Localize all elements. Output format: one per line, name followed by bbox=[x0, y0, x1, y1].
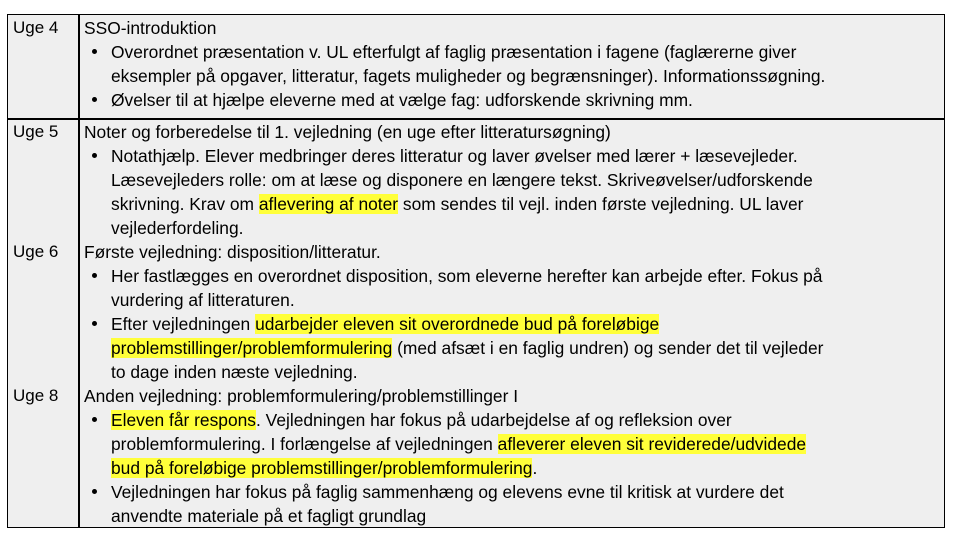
highlighted-text: udarbejder eleven sit overordnede bud på foreløbige bbox=[255, 314, 660, 334]
week-5-bullet-1-line-4: vejlederfordeling. bbox=[111, 218, 244, 238]
bullet-icon bbox=[92, 417, 97, 422]
week-4-bullet-1-line-1: Overordnet præsentation v. UL efterfulgt af faglig præsentation i fagene (faglærerne giver bbox=[111, 42, 797, 62]
week-6-title: Første vejledning: disposition/litteratur. bbox=[84, 242, 381, 262]
bullet-icon bbox=[92, 489, 97, 494]
week-6-bullet-1-line-2: vurdering af litteraturen. bbox=[111, 290, 295, 310]
week-6-bullet-2-line-2 bbox=[111, 336, 823, 360]
week-label-4: Uge 4 bbox=[13, 18, 59, 37]
highlighted-text: bud på foreløbige problemstillinger/problemformulering bbox=[111, 458, 533, 478]
week-5-bullet-1-line-1: Notathjælp. Elever medbringer deres litteratur og laver øvelser med lærer + læsevejleder. bbox=[111, 146, 798, 166]
bullet-icon bbox=[92, 273, 97, 278]
text-span: som sendes til vejl. inden første vejledning. UL laver bbox=[398, 194, 804, 214]
bullet-icon bbox=[92, 49, 97, 54]
week-8-bullet-1-line-2 bbox=[111, 432, 806, 456]
week-4-title: SSO-introduktion bbox=[84, 18, 217, 38]
highlighted-text: Eleven får respons bbox=[111, 410, 257, 430]
column-divider bbox=[78, 14, 80, 528]
text-span: skrivning. Krav om bbox=[111, 194, 259, 214]
text-span: problemformulering. I forlængelse af vejledningen bbox=[111, 434, 498, 454]
week-4-bullet-2-line-1: Øvelser til at hjælpe eleverne med at vælge fag: udforskende skrivning mm. bbox=[111, 90, 693, 110]
highlighted-text: problemstillinger/problemformulering bbox=[111, 338, 393, 358]
week-8-bullet-2-line-1: Vejledningen har fokus på faglig sammenhæng og elevens evne til kritisk at vurdere det bbox=[111, 482, 784, 502]
highlighted-text: aflevering af noter bbox=[258, 194, 399, 214]
highlighted-text: afleverer eleven sit reviderede/udvidede bbox=[497, 434, 807, 454]
bullet-icon bbox=[92, 321, 97, 326]
week-5-title: Noter og forberedelse til 1. vejledning (en uge efter litteratursøgning) bbox=[84, 122, 611, 142]
bullet-icon bbox=[92, 97, 97, 102]
week-8-bullet-1-line-1 bbox=[111, 408, 732, 432]
week-6-bullet-1-line-1: Her fastlægges en overordnet disposition, som eleverne herefter kan arbejde efter. Fokus på bbox=[111, 266, 823, 286]
week-5-bullet-1-line-3 bbox=[111, 192, 803, 216]
week-label-6: Uge 6 bbox=[13, 242, 59, 261]
week-8-bullet-2-line-2: anvendte materiale på et fagligt grundlag bbox=[111, 506, 427, 526]
bullet-icon bbox=[92, 153, 97, 158]
week-label-5: Uge 5 bbox=[13, 122, 59, 141]
text-span: . Vejledningen har fokus på udarbejdelse af og refleksion over bbox=[256, 410, 732, 430]
week-8-bullet-1-line-3 bbox=[111, 456, 537, 480]
week-6-bullet-2-line-1 bbox=[111, 312, 659, 336]
week-6-bullet-2-line-3: to dage inden næste vejledning. bbox=[111, 362, 358, 382]
week-4-bullet-1-line-2: eksempler på opgaver, litteratur, fagets muligheder og begrænsninger). Informationssøgning. bbox=[111, 66, 826, 86]
text-span: . bbox=[532, 458, 538, 478]
text-span: (med afsæt i en faglig undren) og sender det til vejleder bbox=[392, 338, 824, 358]
text-span: Efter vejledningen bbox=[111, 314, 256, 334]
week-5-bullet-1-line-2: Læsevejleders rolle: om at læse og disponere en længere tekst. Skriveøvelser/udforskende bbox=[111, 170, 813, 190]
week-label-8: Uge 8 bbox=[13, 386, 59, 405]
week-8-title: Anden vejledning: problemformulering/problemstillinger I bbox=[84, 386, 519, 406]
